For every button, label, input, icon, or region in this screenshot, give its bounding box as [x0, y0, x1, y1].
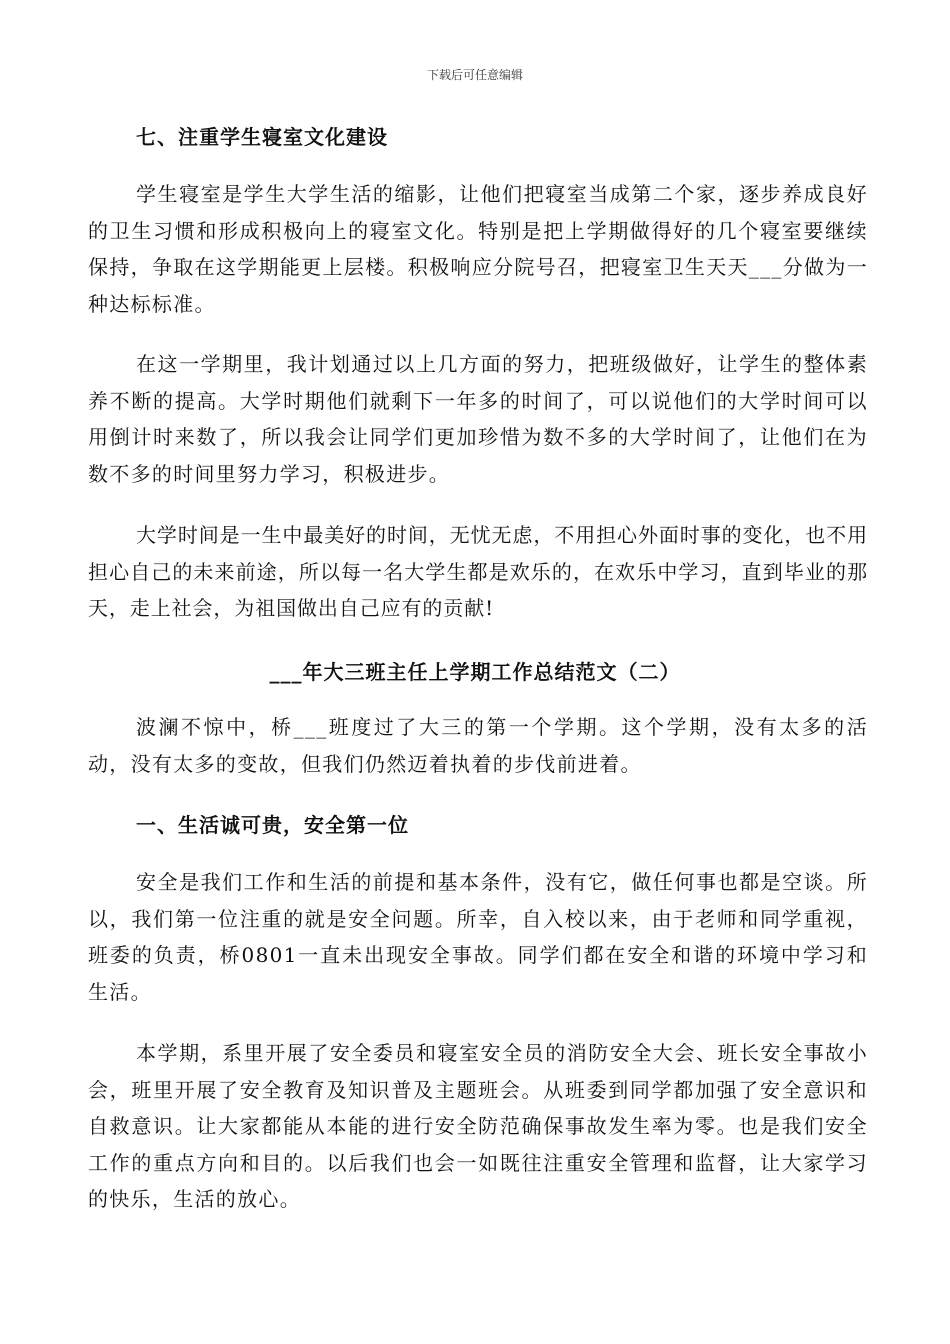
paragraph: 大学时间是一生中最美好的时间，无忧无虑，不用担心外面时事的变化，也不用担心自己的未来前途，所以每一名大学生都是欢乐的，在欢乐中学习，直到毕业的那天，走上社会，为祖国做出自己应有的贡献!	[88, 523, 868, 620]
paragraph: 学生寝室是学生大学生活的缩影，让他们把寝室当成第二个家，逐步养成良好的卫生习惯和形成积极向上的寝室文化。特别是把上学期做得好的几个寝室要继续保持，争取在这学期能更上层楼。积极响应分院号召，把寝室卫生天天___分做为一种达标标准。	[88, 182, 868, 316]
paragraph: 波澜不惊中，桥___班度过了大三的第一个学期。这个学期，没有太多的活动，没有太多的变故，但我们仍然迈着执着的步伐前进着。	[88, 715, 868, 776]
paragraph: 本学期，系里开展了安全委员和寝室安全员的消防安全大会、班长安全事故小会，班里开展了安全教育及知识普及主题班会。从班委到同学都加强了安全意识和自救意识。让大家都能从本能的进行安全防范确保事故发生率为零。也是我们安全工作的重点方向和目的。以后我们也会一如既往注重安全管理和监督，让大家学习的快乐，生活的放心。	[88, 1041, 868, 1211]
paragraph: 在这一学期里，我计划通过以上几方面的努力，把班级做好，让学生的整体素养不断的提高。大学时期他们就剩下一年多的时间了，可以说他们的大学时间可以用倒计时来数了，所以我会让同学们更加珍惜为数不多的大学时间了，让他们在为数不多的时间里努力学习，积极进步。	[88, 352, 868, 486]
paragraph: 安全是我们工作和生活的前提和基本条件，没有它，做任何事也都是空谈。所以，我们第一位注重的就是安全问题。所幸，自入校以来，由于老师和同学重视，班委的负责，桥0801一直未出现安全事故。同学们都在安全和谐的环境中学习和生活。	[88, 870, 868, 1004]
article-title: ___年大三班主任上学期工作总结范文（二）	[269, 660, 681, 684]
section-heading-7: 七、注重学生寝室文化建设	[136, 125, 388, 149]
section-heading-1: 一、生活诚可贵，安全第一位	[136, 813, 409, 837]
page-header-note: 下载后可任意编辑	[426, 68, 523, 82]
